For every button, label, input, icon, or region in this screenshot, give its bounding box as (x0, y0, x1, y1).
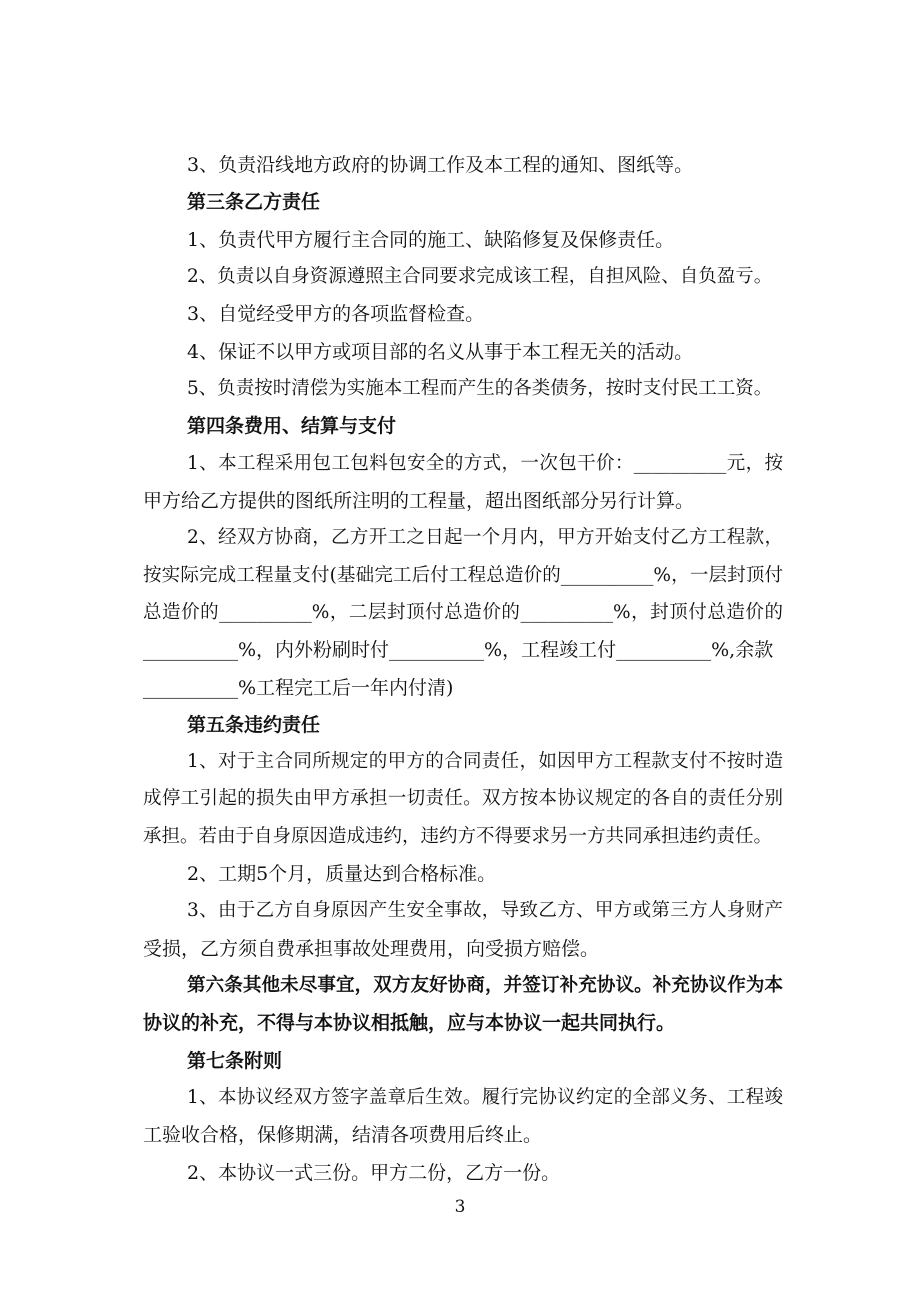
article-4-item-2-line-2: 按实际完成工程量支付(基础完工后付工程总造价的__________%，一层封顶付 (143, 565, 783, 586)
article-6-line-1: 第六条其他未尽事宜，双方友好协商，并签订补充协议。补充协议作为本 (187, 975, 783, 996)
article-5-item-1-line-3: 承担。若由于自身原因造成违约，违约方不得要求另一方共同承担违约责任。 (143, 826, 773, 847)
article-5-item-3-line-1: 3、由于乙方自身原因产生安全事故，导致乙方、甲方或第三方人身财产 (187, 900, 783, 921)
article-4-heading: 第四条费用、结算与支付 (187, 415, 397, 437)
article-3-item-1: 1、负责代甲方履行主合同的施工、缺陷修复及保修责任。 (187, 229, 675, 251)
article-3-item-2: 2、负责以自身资源遵照主合同要求完成该工程，自担风险、自负盈亏。 (187, 266, 773, 287)
clause-3-1-item-3: 3、负责沿线地方政府的协调工作及本工程的通知、图纸等。 (187, 154, 694, 176)
article-4-item-2-line-4: __________%，内外粉刷时付__________%，工程竣工付__________%,余款 (143, 639, 774, 661)
article-7-item-1-line-1: 1、本协议经双方签字盖章后生效。履行完协议约定的全部义务、工程竣 (187, 1087, 783, 1108)
article-5-item-1-line-1: 1、对于主合同所规定的甲方的合同责任，如因甲方工程款支付不按时造 (187, 751, 783, 772)
article-7-heading: 第七条附则 (187, 1050, 283, 1072)
article-3-item-5: 5、负责按时清偿为实施本工程而产生的各类债务，按时支付民工工资。 (187, 378, 773, 399)
article-6-line-2: 协议的补充，不得与本协议相抵触，应与本协议一起共同执行。 (143, 1012, 676, 1034)
article-3-item-4: 4、保证不以甲方或项目部的名义从事于本工程无关的活动。 (187, 341, 694, 363)
page-number: 3 (454, 1197, 466, 1217)
article-7-item-2: 2、本协议一式三份。甲方二份，乙方一份。 (187, 1162, 561, 1184)
article-7-item-1-line-2: 工验收合格，保修期满，结清各项费用后终止。 (143, 1124, 543, 1146)
article-4-item-1-line-1: 1、本工程采用包工包料包安全的方式，一次包干价：__________元，按 (187, 453, 783, 474)
article-5-item-2: 2、工期5个月，质量达到合格标准。 (187, 863, 497, 885)
article-3-item-3: 3、自觉经受甲方的各项监督检查。 (187, 303, 485, 325)
article-4-item-2-line-3: 总造价的__________%，二层封顶付总造价的__________%，封顶付总造价的 (143, 602, 783, 623)
article-4-item-2-line-5: __________%工程完工后一年内付清) (143, 677, 454, 699)
article-3-heading: 第三条乙方责任 (187, 191, 321, 213)
article-4-item-2-line-1: 2、经双方协商，乙方开工之日起一个月内，甲方开始支付乙方工程款， (187, 527, 783, 548)
article-5-item-3-line-2: 受损，乙方须自费承担事故处理费用，向受损方赔偿。 (143, 938, 600, 960)
article-5-heading: 第五条违约责任 (187, 714, 321, 736)
article-5-item-1-line-2: 成停工引起的损失由甲方承担一切责任。双方按本协议规定的各自的责任分别 (143, 788, 783, 809)
article-4-item-1-line-2: 甲方给乙方提供的图纸所注明的工程量，超出图纸部分另行计算。 (143, 490, 695, 512)
